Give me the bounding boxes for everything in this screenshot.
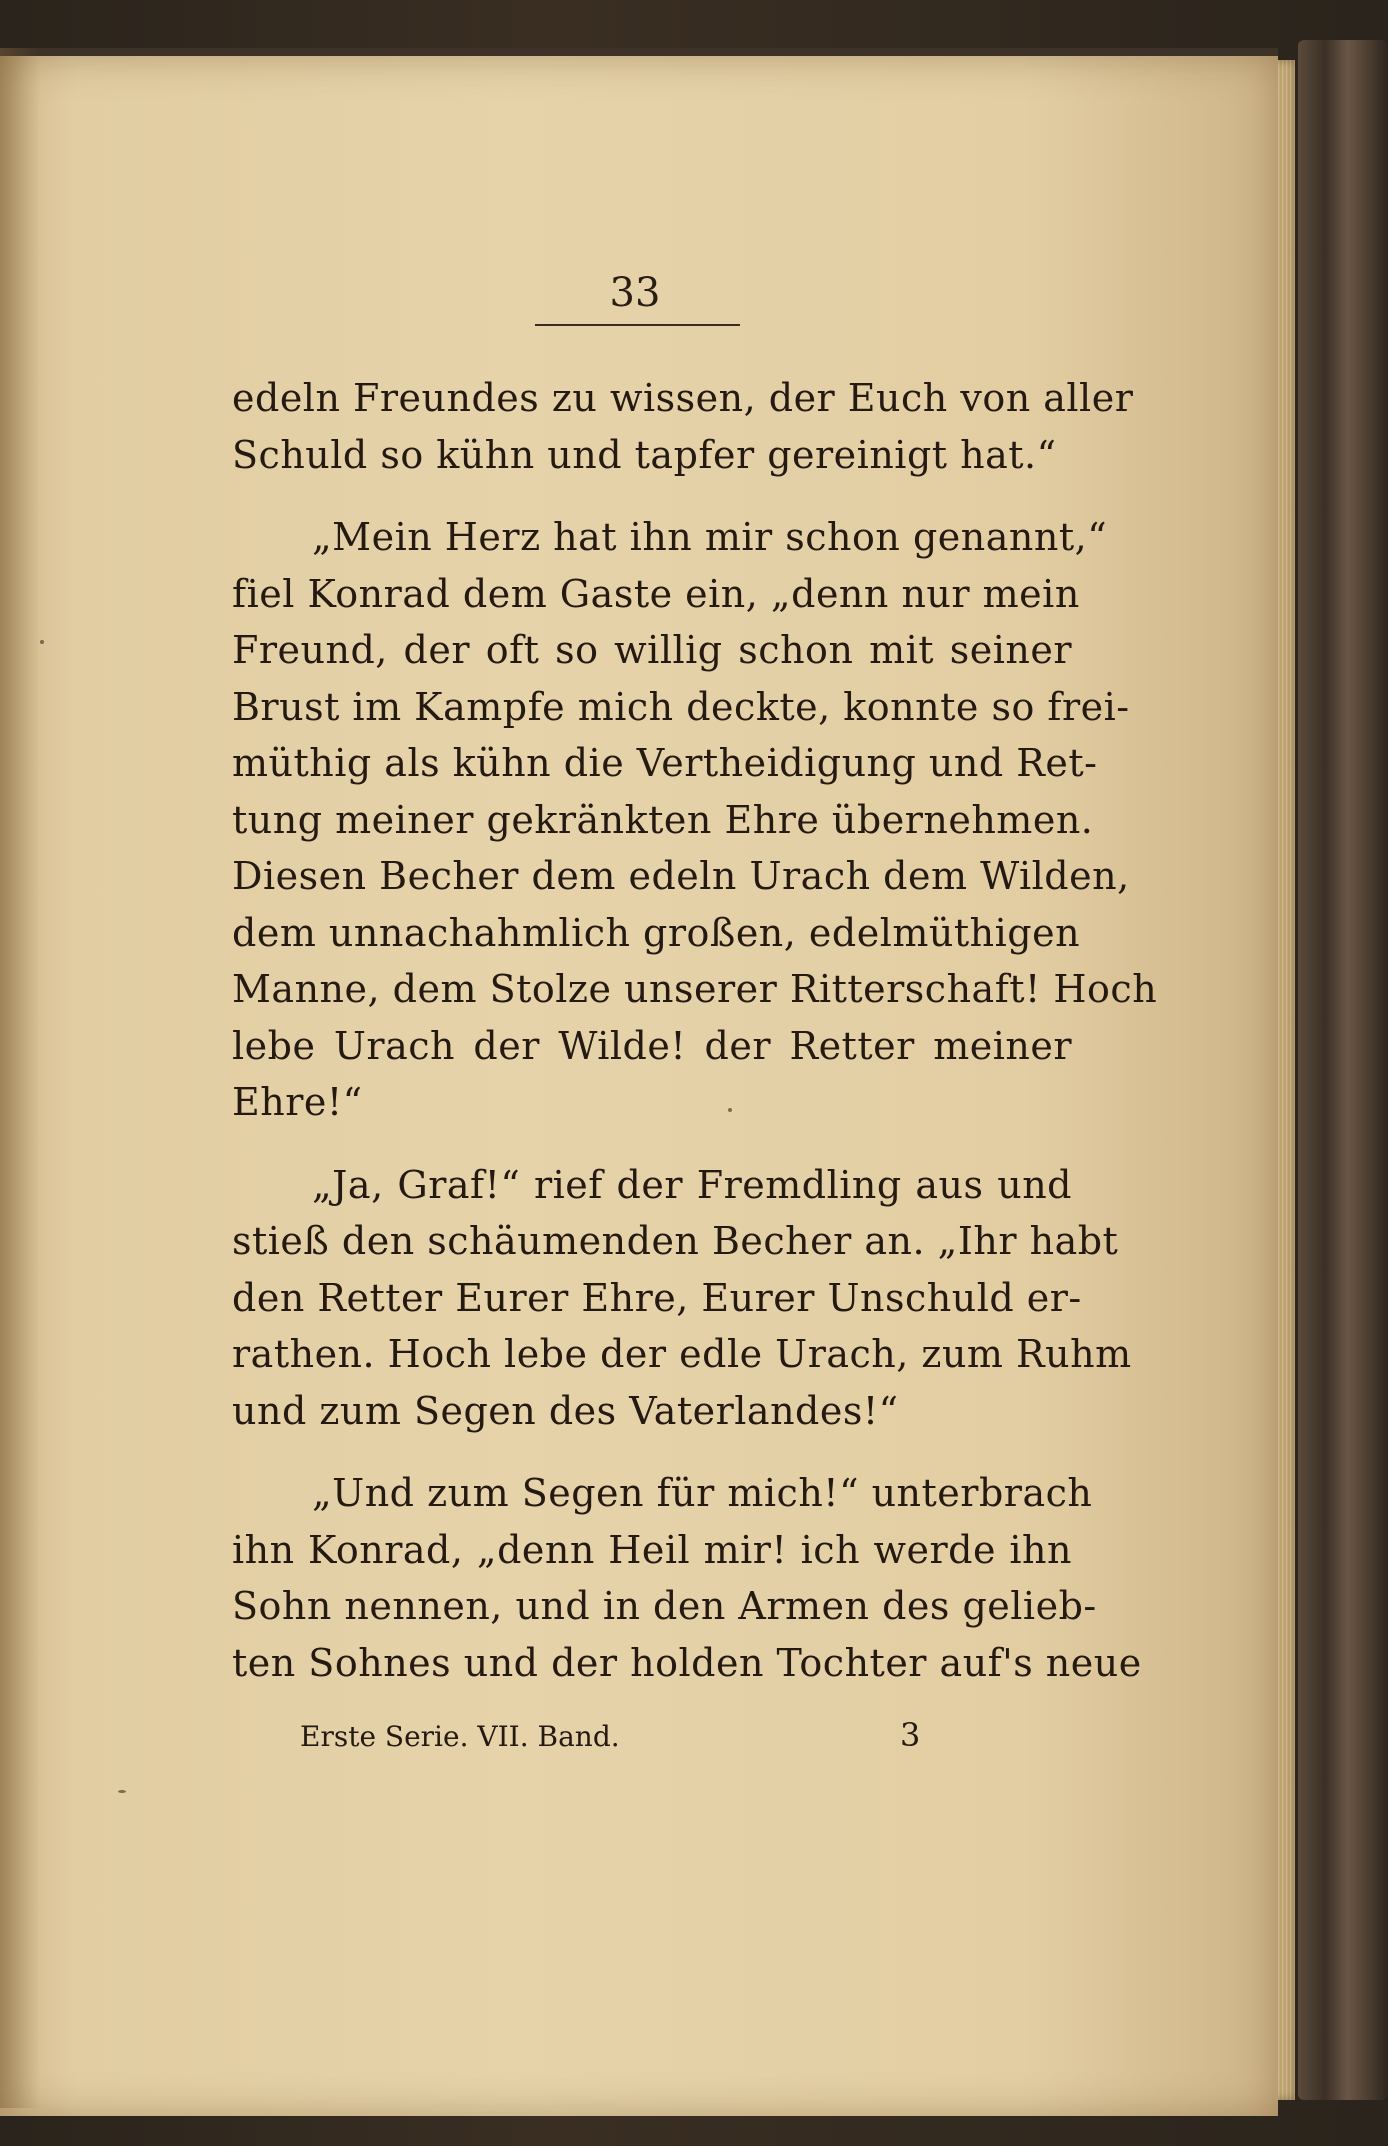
- paragraph: [232, 1157, 1132, 1440]
- text-line: Brust im Kampfe mich deckte, konnte so frei-: [232, 684, 1130, 729]
- paragraph: [232, 370, 1134, 483]
- footer-series-label: Erste Serie. VII. Band.: [300, 1720, 620, 1753]
- book-binding-edge: [1298, 40, 1388, 2100]
- text-line: Freund, der oft so willig schon mit seiner: [232, 628, 1072, 672]
- page-gutter-shadow: [0, 48, 40, 2108]
- text-line: Schuld so kühn und tapfer gereinigt hat.“: [232, 432, 1057, 477]
- text-line: „Und zum Segen für mich!“ unterbrach: [312, 1471, 1093, 1515]
- paper-speck: [40, 640, 44, 644]
- paper-speck: [118, 1790, 126, 1793]
- text-line: stieß den schäumenden Becher an. „Ihr habt: [232, 1219, 1119, 1263]
- page-number: 33: [609, 270, 661, 316]
- text-line: fiel Konrad dem Gaste ein, „denn nur mein: [232, 571, 1080, 616]
- text-line: tung meiner gekränkten Ehre übernehmen.: [232, 797, 1094, 842]
- text-line: den Retter Eurer Ehre, Eurer Unschuld er-: [232, 1275, 1082, 1320]
- paper-speck: [728, 1108, 732, 1112]
- text-line: rathen. Hoch lebe der edle Urach, zum Ruhm: [232, 1332, 1132, 1376]
- text-line: „Ja, Graf!“ rief der Fremdling aus und: [312, 1162, 1072, 1207]
- text-line: Manne, dem Stolze unserer Ritterschaft! Hoch: [232, 967, 1158, 1011]
- text-line: Sohn nennen, und in den Armen des gelieb-: [232, 1584, 1097, 1628]
- text-line: „Mein Herz hat ihn mir schon genannt,“: [312, 515, 1108, 559]
- text-line: Ehre!“: [232, 1080, 363, 1124]
- text-line: lebe Urach der Wilde! der Retter meiner: [232, 1023, 1072, 1068]
- text-line: ihn Konrad, „denn Heil mir! ich werde ihn: [232, 1527, 1072, 1572]
- text-line: und zum Segen des Vaterlandes!“: [232, 1388, 899, 1433]
- text-line: ten Sohnes und der holden Tochter auf's neue: [232, 1640, 1142, 1685]
- body-text: [232, 370, 1158, 1717]
- paragraph: [232, 1465, 1142, 1691]
- text-line: Diesen Becher dem edeln Urach dem Wilden,: [232, 854, 1130, 898]
- paragraph: [232, 509, 1158, 1131]
- text-line: dem unnachahmlich großen, edelmüthigen: [232, 910, 1081, 955]
- text-line: edeln Freundes zu wissen, der Euch von aller: [232, 376, 1134, 420]
- header-rule: [535, 324, 740, 326]
- footer-signature-mark: 3: [900, 1716, 921, 1754]
- text-line: müthig als kühn die Vertheidigung und Ret-: [232, 741, 1098, 785]
